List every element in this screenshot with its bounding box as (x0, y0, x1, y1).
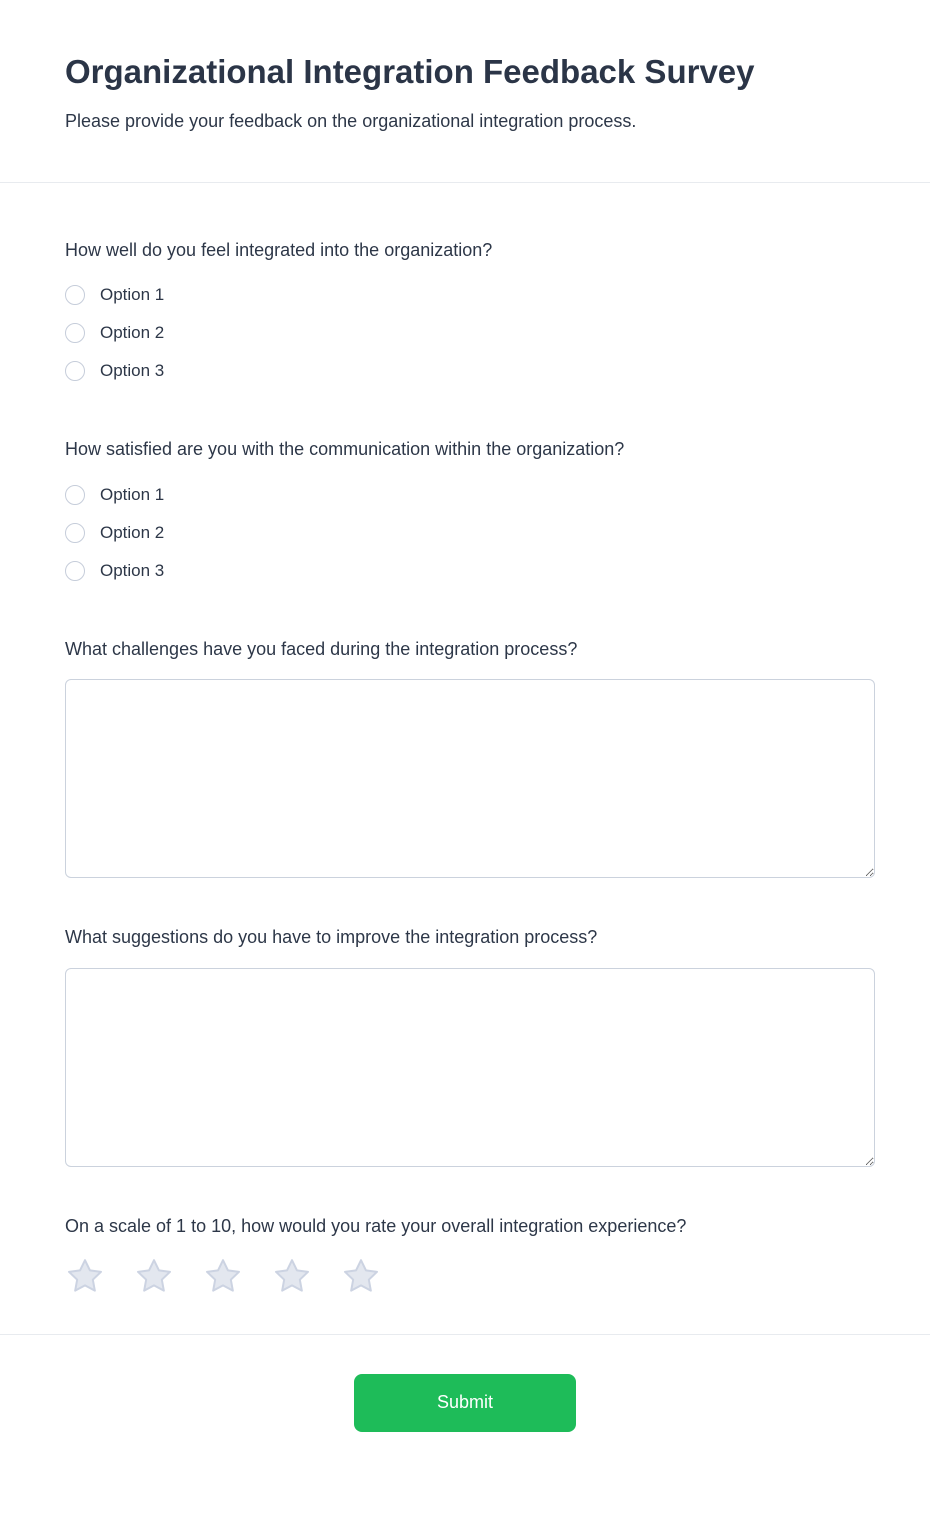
star-icon[interactable] (134, 1256, 174, 1296)
page-subtitle: Please provide your feedback on the organizational integration process. (65, 110, 637, 131)
radio-option[interactable] (65, 276, 875, 314)
star-icon[interactable] (341, 1256, 381, 1296)
radio-option[interactable] (65, 314, 875, 352)
radio-group (65, 276, 875, 390)
suggestions-textarea[interactable] (65, 968, 875, 1167)
radio-button-icon[interactable] (65, 361, 85, 381)
question-challenges (65, 638, 875, 878)
question-label: How well do you feel integrated into the organization? (65, 239, 493, 260)
radio-button-icon[interactable] (65, 285, 85, 305)
question-suggestions (65, 926, 875, 1166)
radio-button-icon[interactable] (65, 523, 85, 543)
radio-option-label[interactable]: Option 2 (100, 522, 165, 542)
question-label: On a scale of 1 to 10, how would you rate your overall integration experience? (65, 1215, 687, 1236)
survey-form (0, 183, 930, 1334)
radio-option[interactable] (65, 552, 875, 590)
question-communication (65, 438, 875, 589)
question-label: What suggestions do you have to improve the integration process? (65, 927, 598, 948)
star-icon[interactable] (65, 1256, 105, 1296)
form-footer (0, 1335, 930, 1482)
question-integration (65, 239, 875, 390)
radio-option[interactable] (65, 352, 875, 390)
radio-option-label[interactable]: Option 1 (100, 484, 165, 504)
radio-option[interactable] (65, 476, 875, 514)
radio-button-icon[interactable] (65, 485, 85, 505)
radio-option-label[interactable]: Option 2 (100, 323, 165, 343)
radio-option-label[interactable]: Option 3 (100, 361, 165, 381)
star-rating (65, 1256, 875, 1296)
radio-option[interactable] (65, 514, 875, 552)
challenges-textarea[interactable] (65, 679, 875, 878)
star-icon[interactable] (203, 1256, 243, 1296)
radio-button-icon[interactable] (65, 561, 85, 581)
radio-option-label[interactable]: Option 3 (100, 560, 165, 580)
star-icon[interactable] (272, 1256, 312, 1296)
submit-button[interactable]: Submit (354, 1374, 576, 1432)
question-label: How satisfied are you with the communication within the organization? (65, 439, 625, 460)
page-title: Organizational Integration Feedback Survey (65, 53, 755, 90)
question-label: What challenges have you faced during the integration process? (65, 638, 578, 659)
radio-option-label[interactable]: Option 1 (100, 285, 165, 305)
radio-button-icon[interactable] (65, 323, 85, 343)
radio-group (65, 476, 875, 590)
survey-header (0, 0, 930, 182)
question-rating (65, 1215, 875, 1296)
